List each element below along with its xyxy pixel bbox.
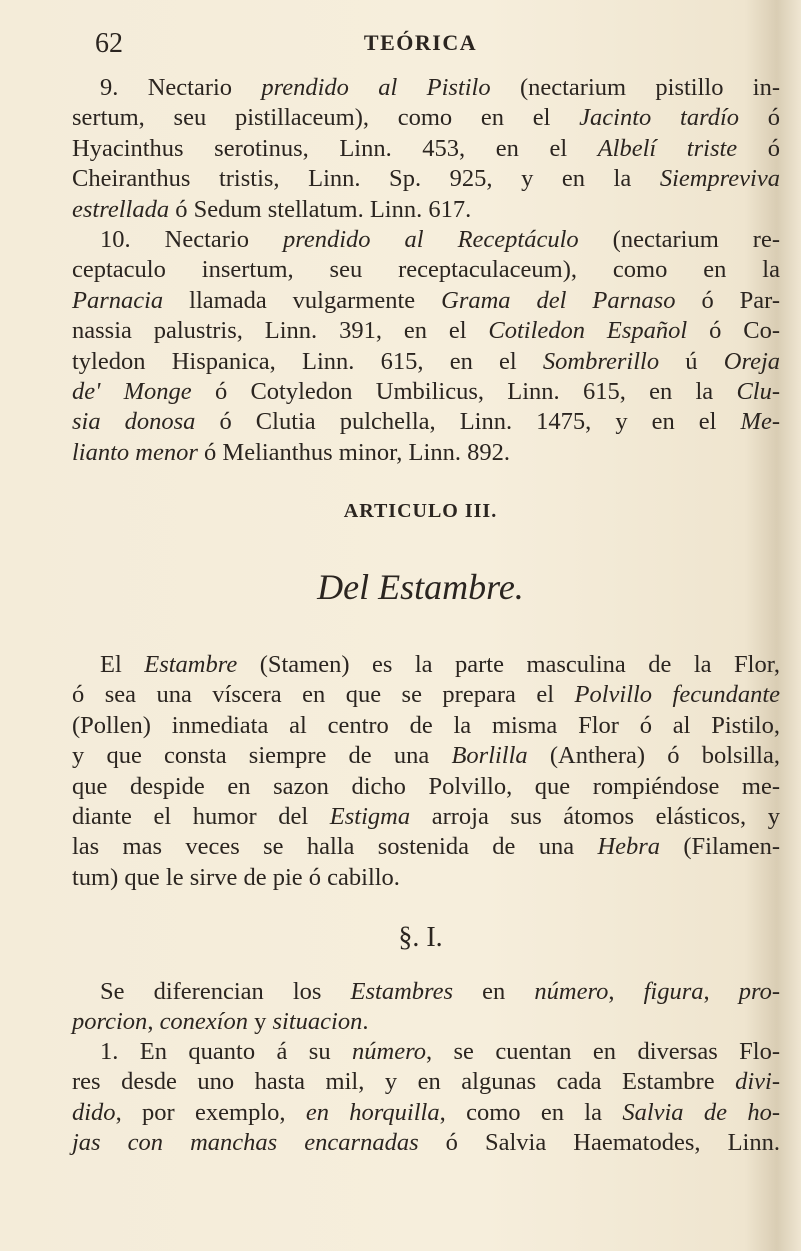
text-run: ó Par- <box>675 286 781 314</box>
text-run: nassia palustris, Linn. 391, en el <box>72 317 489 345</box>
paragraph-estambre-definition <box>72 650 780 893</box>
text-run: (Pollen) inmediata al centro de la misma Flor ó al Pistilo, <box>72 711 780 739</box>
text-run: (Anthera) ó bolsilla, <box>527 742 780 770</box>
text-run: (Stamen) es la parte masculina de la Flor, <box>237 651 780 678</box>
italic-term: dido <box>72 1098 116 1126</box>
italic-term: prendido al Receptáculo <box>282 226 579 253</box>
italic-term: Polvillo fecundante <box>574 681 781 709</box>
text-run: ó sea una víscera en que se prepara el <box>72 681 575 709</box>
text-line <box>72 650 780 680</box>
text-line <box>72 225 780 255</box>
text-run: Se diferencian los <box>100 978 351 1005</box>
italic-term: en horquilla <box>305 1098 440 1126</box>
text-line <box>72 711 780 741</box>
text-line <box>72 73 780 103</box>
text-run: ó Cotyledon Umbilicus, Linn. 615, en la <box>191 378 737 406</box>
article-subtitle: Del Estambre. <box>317 567 524 607</box>
italic-term: Estigma <box>329 803 411 831</box>
text-run: y que consta siempre de una <box>72 742 452 770</box>
italic-term: sia donosa <box>72 408 196 436</box>
italic-term: conexíon <box>159 1008 248 1036</box>
text-run: diante el humor del <box>72 803 330 831</box>
italic-term: Borlilla <box>451 742 528 770</box>
text-run: res desde uno hasta mil, y en algunas cada Estambre <box>72 1068 736 1096</box>
paragraph-estambre-numero <box>72 1037 780 1159</box>
page-number: 62 <box>95 28 123 59</box>
italic-term: Siempreviva <box>659 165 780 193</box>
text-run: (nectarium pistillo in- <box>490 74 780 101</box>
text-line <box>72 1037 780 1067</box>
italic-term: Salvia de ho- <box>622 1098 780 1126</box>
paragraph-estambre-differences <box>72 977 780 1038</box>
italic-term: Albelí triste <box>597 134 738 162</box>
text-run: . <box>362 1008 369 1036</box>
text-run: ó Salvia Haematodes, Linn. <box>418 1129 780 1157</box>
italic-term: prendido al Pistilo <box>261 74 491 101</box>
text-line <box>72 772 780 802</box>
text-line <box>72 347 780 377</box>
text-line <box>72 1098 780 1128</box>
text-line <box>72 103 780 133</box>
text-run: (Filamen- <box>660 833 780 861</box>
text-run: (nectarium re- <box>578 226 780 253</box>
section-mark: §. I. <box>398 922 443 953</box>
text-run: ú <box>659 347 724 375</box>
italic-term: situacion <box>272 1008 363 1036</box>
text-run: , se cuentan en diversas Flo- <box>425 1038 781 1065</box>
text-run: y <box>248 1008 273 1036</box>
text-run: en <box>453 978 535 1005</box>
italic-term: Hebra <box>597 833 661 861</box>
text-run: 9. Nectario <box>100 74 262 101</box>
article-heading: ARTICULO III. <box>343 500 498 522</box>
text-line <box>72 1067 780 1097</box>
text-line <box>72 741 780 771</box>
italic-term: divi- <box>735 1068 780 1096</box>
text-run: ceptaculo insertum, seu receptaculaceum), como en la <box>72 256 780 284</box>
italic-term: pro- <box>738 978 780 1005</box>
italic-term: número <box>534 978 609 1005</box>
text-run: , <box>147 1008 160 1036</box>
text-line <box>72 438 780 468</box>
text-line <box>72 407 780 437</box>
italic-term: figura <box>643 978 704 1005</box>
italic-term: número <box>352 1038 426 1065</box>
text-run: sertum, seu pistillaceum), como en el <box>72 104 580 132</box>
italic-term: Oreja <box>723 347 780 375</box>
text-run: ó <box>739 104 781 132</box>
text-run: ó <box>737 134 780 162</box>
text-line <box>72 680 780 710</box>
paragraph-nectario-pistilo <box>72 73 780 225</box>
italic-term: Estambre <box>144 651 238 678</box>
italic-term: Me- <box>740 408 780 436</box>
text-line <box>72 977 780 1007</box>
text-run: Cheiranthus tristis, Linn. Sp. 925, y en la <box>72 165 660 193</box>
italic-term: porcion <box>72 1008 148 1036</box>
text-run: que despide en sazon dicho Polvillo, que rompiéndose me- <box>72 772 780 800</box>
text-line <box>72 164 780 194</box>
text-line <box>72 316 780 346</box>
text-line <box>72 377 780 407</box>
italic-term: Grama del Parnaso <box>441 286 676 314</box>
italic-term: Clu- <box>736 378 780 406</box>
text-line <box>72 286 780 316</box>
italic-term: jas con manchas encarnadas <box>72 1129 419 1157</box>
text-line <box>72 1128 780 1158</box>
italic-term: estrellada <box>72 195 170 223</box>
text-run: ó Sedum stellatum. Linn. 617. <box>169 195 472 223</box>
italic-term: Cotiledon Español <box>488 317 688 345</box>
text-run: Hyacinthus serotinus, Linn. 453, en el <box>72 134 598 162</box>
text-run: tyledon Hispanica, Linn. 615, en el <box>72 347 543 375</box>
text-run: tum) que le sirve de pie ó cabillo. <box>72 863 400 891</box>
italic-term: Jacinto tardío <box>579 104 740 132</box>
text-line <box>72 832 780 862</box>
text-line <box>72 863 780 893</box>
text-run: las mas veces se halla sostenida de una <box>72 833 598 861</box>
text-run: El <box>100 651 145 678</box>
text-line <box>72 134 780 164</box>
text-line <box>72 1007 780 1037</box>
italic-term: Parnacia <box>72 286 164 314</box>
text-run: , por exemplo, <box>115 1098 306 1126</box>
italic-term: lianto menor <box>72 438 198 466</box>
text-run: ó Melianthus minor, Linn. 892. <box>197 438 510 466</box>
text-line <box>72 195 780 225</box>
text-run: ó Clutia pulchella, Linn. 1475, y en el <box>195 408 741 436</box>
text-run: arroja sus átomos elásticos, y <box>410 803 780 831</box>
italic-term: Sombrerillo <box>542 347 660 375</box>
text-run: , <box>703 978 739 1005</box>
text-run: 10. Nectario <box>100 226 283 253</box>
text-line <box>72 255 780 285</box>
text-run: , como en la <box>439 1098 623 1126</box>
text-line <box>72 802 780 832</box>
text-run: 1. En quanto á su <box>100 1038 353 1065</box>
text-run: ó Co- <box>687 317 780 345</box>
text-run: , <box>608 978 644 1005</box>
italic-term: de' Monge <box>72 378 192 406</box>
text-run: llamada vulgarmente <box>163 286 442 314</box>
italic-term: Estambres <box>350 978 454 1005</box>
paragraph-nectario-receptaculo <box>72 225 780 468</box>
running-title: TEÓRICA <box>363 30 478 55</box>
